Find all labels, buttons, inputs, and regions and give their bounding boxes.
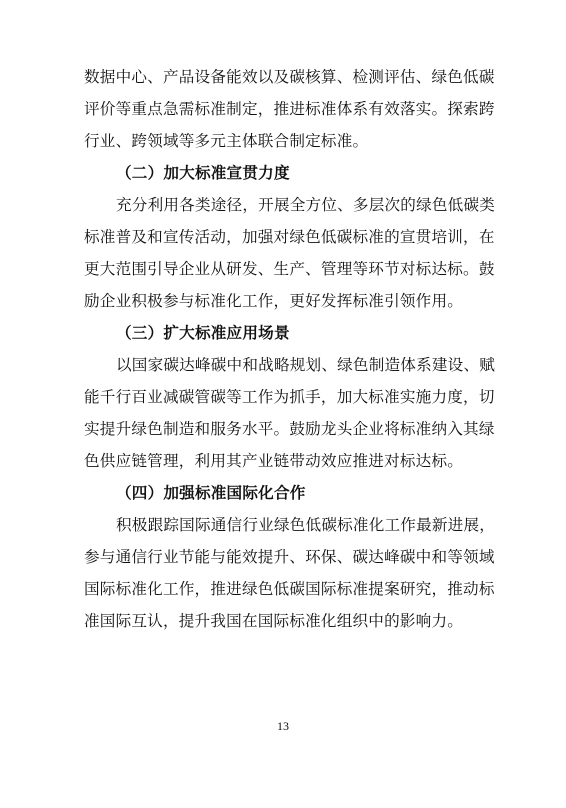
body-text-line: 更大范围引导企业从研发、生产、管理等环节对标达标。鼓 [84,260,495,278]
section-heading: （三）扩大标准应用场景 [116,323,290,342]
body-text-line: 实提升绿色制造和服务水平。鼓励龙头企业将标准纳入其绿 [84,420,495,438]
body-text-line: 积极跟踪国际通信行业绿色低碳标准化工作最新进展， [116,516,496,534]
body-text-line: 参与通信行业节能与能效提升、环保、碳达峰碳中和等领域 [84,548,495,566]
section-heading: （四）加强标准国际化合作 [116,483,306,502]
body-text-line: 充分利用各类途径，开展全方位、多层次的绿色低碳类 [116,196,496,214]
section-heading: （二）加大标准宣贯力度 [116,163,290,182]
body-text-line: 行业、跨领域等多元主体联合制定标准。 [84,132,369,150]
body-text-line: 评价等重点急需标准制定，推进标准体系有效落实。探索跨 [84,100,495,118]
page-number: 13 [277,719,289,733]
body-text-line: 励企业积极参与标准化工作，更好发挥标准引领作用。 [84,292,464,310]
body-text-line: 以国家碳达峰碳中和战略规划、绿色制造体系建设、赋 [116,356,496,374]
body-text-line: 色供应链管理，利用其产业链带动效应推进对标达标。 [84,452,464,470]
body-text-line: 能千行百业减碳管碳等工作为抓手，加大标准实施力度，切 [84,388,495,406]
body-text-line: 标准普及和宣传活动，加强对绿色低碳标准的宣贯培训，在 [84,228,495,246]
body-text-line: 数据中心、产品设备能效以及碳核算、检测评估、绿色低碳 [84,68,495,86]
body-text-line: 国际标准化工作，推进绿色低碳国际标准提案研究，推动标 [84,580,495,598]
body-text-line: 准国际互认，提升我国在国际标准化组织中的影响力。 [84,612,464,630]
